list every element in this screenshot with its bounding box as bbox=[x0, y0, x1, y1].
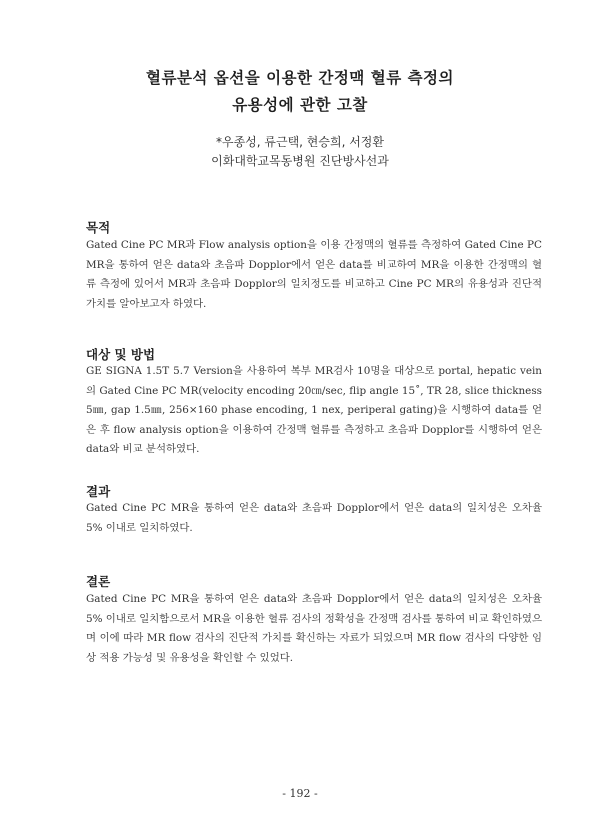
heading-conclusion: 결론 bbox=[86, 574, 111, 589]
page-number: - 192 - bbox=[282, 787, 318, 800]
paragraph-conclusion: Gated Cine PC MR을 통하여 얻은 data와 초음파 Dopplor에서 얻은 data의 일치성은 오차율 5% 이내로 일치함으로서 MR을 이용한 혈류 검사의 정확성을 간정맥 검사를 통하여 비교 확인하였으며 이에 따라 MR flow 검사의 진단적 가치를 확신하는 자료가 되었으며 MR flow 검사의 다양한 임상 적용 가능성 및 유용성을 확인할 수 있었다. bbox=[86, 593, 542, 664]
heading-purpose: 목적 bbox=[86, 220, 111, 235]
heading-results: 결과 bbox=[86, 484, 111, 499]
paragraph-purpose: Gated Cine PC MR과 Flow analysis option을 이용 간정맥의 혈류를 측정하여 Gated Cine PC MR을 통하여 얻은 data와 초음파 Dopplor에서 얻은 data를 비교하여 MR을 이용한 간정맥의 혈류 측정에 있어서 MR과 초음파 Dopplor의 일치정도를 비교하고 Cine PC MR의 유용성과 진단적 가치를 알아보고자 하였다. bbox=[86, 239, 542, 310]
title-line-2: 유용성에 관한 고찰 bbox=[232, 96, 368, 114]
affiliation: 이화대학교목동병원 진단방사선과 bbox=[211, 154, 389, 168]
heading-methods: 대상 및 방법 bbox=[86, 347, 156, 362]
title-line-1: 혈류분석 옵션을 이용한 간정맥 혈류 측정의 bbox=[146, 69, 454, 87]
paragraph-results: Gated Cine PC MR을 통하여 얻은 data와 초음파 Dopplor에서 얻은 data의 일치성은 오차율 5% 이내로 일치하였다. bbox=[86, 502, 542, 534]
paragraph-methods: GE SIGNA 1.5T 5.7 Version을 사용하여 복부 MR검사 10명을 대상으로 portal, hepatic vein의 Gated Cine PC MR(velocity encoding 20㎝/sec, flip angle 15˚, TR 28, slice thickness 5㎜, gap 1.5㎜, 256×160 phase encoding, 1 nex, periperal gating)을 시행하여 data를 얻은 후 flow analysis option을 이용하여 간정맥 혈류를 측정하고 초음파 Dopplor를 시행하여 얻은 data와 비교 분석하였다. bbox=[86, 365, 542, 455]
author-list: *우종성, 류근택, 현승희, 서정환 bbox=[216, 135, 384, 149]
